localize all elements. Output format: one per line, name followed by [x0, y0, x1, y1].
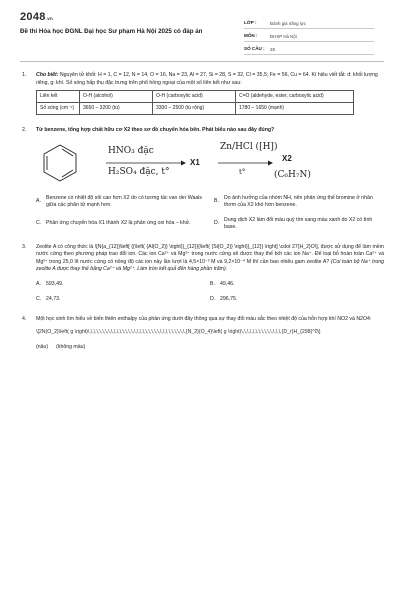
option-a[interactable] [36, 281, 210, 289]
option-text: 49,46. [220, 280, 235, 287]
question-3 [20, 244, 384, 304]
reagent-2-bottom: t° [239, 167, 246, 176]
meta-value: ĐHSP Hà Nội [270, 33, 297, 39]
table-row [37, 103, 354, 115]
reagent-1-top: HNO₃ đặc [108, 145, 154, 156]
question-number: 4. [22, 315, 27, 322]
arrow-head [181, 160, 186, 165]
reagent-1-bottom: H₂SO₄ đặc, t° [108, 166, 170, 177]
option-b[interactable] [214, 195, 384, 210]
table-cell: O-H (carboxylic acid) [153, 91, 236, 103]
reagent-2-top: Zn/HCl ([H]) [220, 141, 278, 152]
meta-value: 28 [270, 46, 275, 52]
table-cell: O-H (alcohol) [80, 91, 153, 103]
option-letter: D. [214, 220, 220, 227]
meta-key: SỐ CÂU : [244, 46, 265, 52]
table-cell: C=O (aldehyde, ester, carboxylic acid) [236, 91, 354, 103]
option-a[interactable] [36, 195, 206, 210]
color-tag: (không màu) [56, 343, 86, 350]
question-note: (Coi toàn bộ Na⁺ trong zeolite A được thay thế bằng Ca²⁺ và Mg²⁺. Làm tròn kết quả đến hàng phần trăm). [36, 258, 384, 273]
meta-key: MÔN : [244, 33, 258, 39]
question-lead: Cho biết: [36, 72, 59, 78]
color-tags [36, 344, 384, 352]
header-left [20, 10, 230, 37]
question-number: 2. [22, 127, 27, 134]
option-text: 296,75. [220, 296, 238, 303]
question-2 [20, 127, 384, 232]
product-x2-formula: (C₆H₇N) [274, 169, 311, 180]
question-number: 1. [22, 72, 27, 78]
question-text [36, 72, 384, 87]
table-cell: 3650 – 3200 (tù) [80, 103, 153, 115]
table-cell: Số sóng (cm⁻¹) [37, 103, 80, 115]
table-cell: 1780 – 1650 (mạnh) [236, 103, 354, 115]
question-text: Từ benzene, tổng hợp chất hữu cơ X2 theo sơ đồ chuyển hóa bên. Phát biểu nào sau đây đúng? [36, 127, 275, 134]
meta-class-row [244, 16, 374, 29]
question-4 [20, 316, 384, 352]
table-row [37, 91, 354, 103]
option-c[interactable] [36, 296, 210, 304]
option-letter: C. [36, 296, 42, 303]
question-body [36, 316, 384, 352]
question-number: 3. [22, 243, 27, 250]
question-text [36, 244, 384, 274]
meta-count-row [244, 42, 374, 55]
meta-subject-row [244, 29, 374, 42]
option-b[interactable] [210, 281, 384, 289]
reaction-equation: \[2N{O_2}\left( g \right)\,\,\,\,\,\,\,\,\,\,\,\,\,\,\,\,\,\,\,\,\,\,\,\,\,\,\,\,\,\,\,\,\,\,{N_2}{O_4}\left( g \right)\,\,\,\,\,\,\,\,\,\,\,\,\,\,{D_r}H_{298}^0\] [36, 329, 321, 336]
question-text: Một học sinh tìm hiểu về biến thiên enthalpy của phản ứng dưới đây thông qua sự thay đổi màu sắc theo nhiệt độ của hỗn hợp khí NO2 và N2O4: [36, 315, 372, 322]
question-body [36, 72, 384, 115]
table-cell: Liên kết [37, 91, 80, 103]
header-divider [20, 61, 384, 62]
benzene-ring [44, 145, 76, 181]
question-stem: Zeolite A có công thức là \[N{a_{12}}\left[ {{\left( {Al{O_2}} \right)}_{12}}{\left( {Si{O_2}} \right)}_{12}} \right] \cdot 27{H_2}O\], được sử dụng để làm mềm nước cứng theo phương pháp trao đổi ion. Các ion Ca²⁺ và Mg²⁺ trong nước cứng sẽ được thay thế bởi các ion Na⁺. Để loại bỏ hoàn toàn Ca²⁺ và Mg²⁺ trong 25,0 lít nước cứng có nồng độ các ion này lần lượt là 4,5×10⁻³ M và 9,2×10⁻⁴ M thì cần bao nhiêu gam zeolite A? [36, 243, 384, 265]
color-tag: (nâu) [36, 343, 49, 350]
question-body [36, 127, 384, 232]
option-text: Phản ứng chuyển hóa X1 thành X2 là phản ứng oxi hóa – khử. [46, 220, 191, 227]
option-text: Benzene có nhiệt độ sôi cao hơn X2 do có tương tác van der Waals giữa các phân tử mạnh hơn. [46, 194, 203, 209]
exam-title: Đề thi Hóa học ĐGNL Đại học Sư phạm Hà Nội 2025 có đáp án [20, 27, 203, 35]
options-grid [36, 195, 384, 232]
option-text: Do ảnh hưởng của nhóm NH, nên phản ứng thế bromine ở nhân thơm của X2 khó hơn benzene. [224, 194, 373, 209]
option-letter: A. [36, 280, 41, 287]
question-1 [20, 72, 384, 115]
option-letter: A. [36, 198, 41, 205]
table-cell: 3300 – 2500 (tù rộng) [153, 103, 236, 115]
intermediate-x1: X1 [190, 157, 200, 167]
option-text: Dung dịch X2 làm đổi màu quỳ tím sang màu xanh do X2 có tính base. [224, 216, 373, 231]
option-d[interactable] [210, 296, 384, 304]
option-c[interactable] [36, 217, 206, 232]
reaction-scheme [36, 139, 384, 191]
meta-key: LỚP : [244, 20, 257, 26]
option-letter: B. [214, 198, 219, 205]
question-body [36, 244, 384, 304]
option-d[interactable] [214, 217, 384, 232]
question-stem: Nguyên tử khối: H = 1, C = 12, N = 14, O = 16, Na = 23, Al = 27, Si = 28, S = 32, Cl = 35,5; Fe = 56, Cu = 64. Kí hiệu viết tắt: d: khối lượng riêng, g: khí. Số sóng hấp thụ đặc trưng trên phổ hồng ngoại của một số liên kết như sau: [36, 72, 378, 86]
exam-header [20, 10, 384, 55]
brand-logo[interactable]: 2048.vn [20, 11, 54, 23]
scheme-graphic [36, 139, 366, 191]
option-letter: C. [36, 220, 42, 227]
arrow-head [268, 160, 273, 165]
meta-value: Đánh giá năng lực [270, 20, 306, 26]
exam-meta [244, 16, 374, 55]
product-x2: X2 [282, 153, 292, 163]
ir-table [36, 90, 354, 115]
options-grid [36, 281, 384, 304]
option-text: 593,49. [46, 280, 64, 287]
option-letter: B. [210, 280, 215, 287]
option-text: 24,73. [46, 296, 61, 303]
option-letter: D. [210, 296, 216, 303]
